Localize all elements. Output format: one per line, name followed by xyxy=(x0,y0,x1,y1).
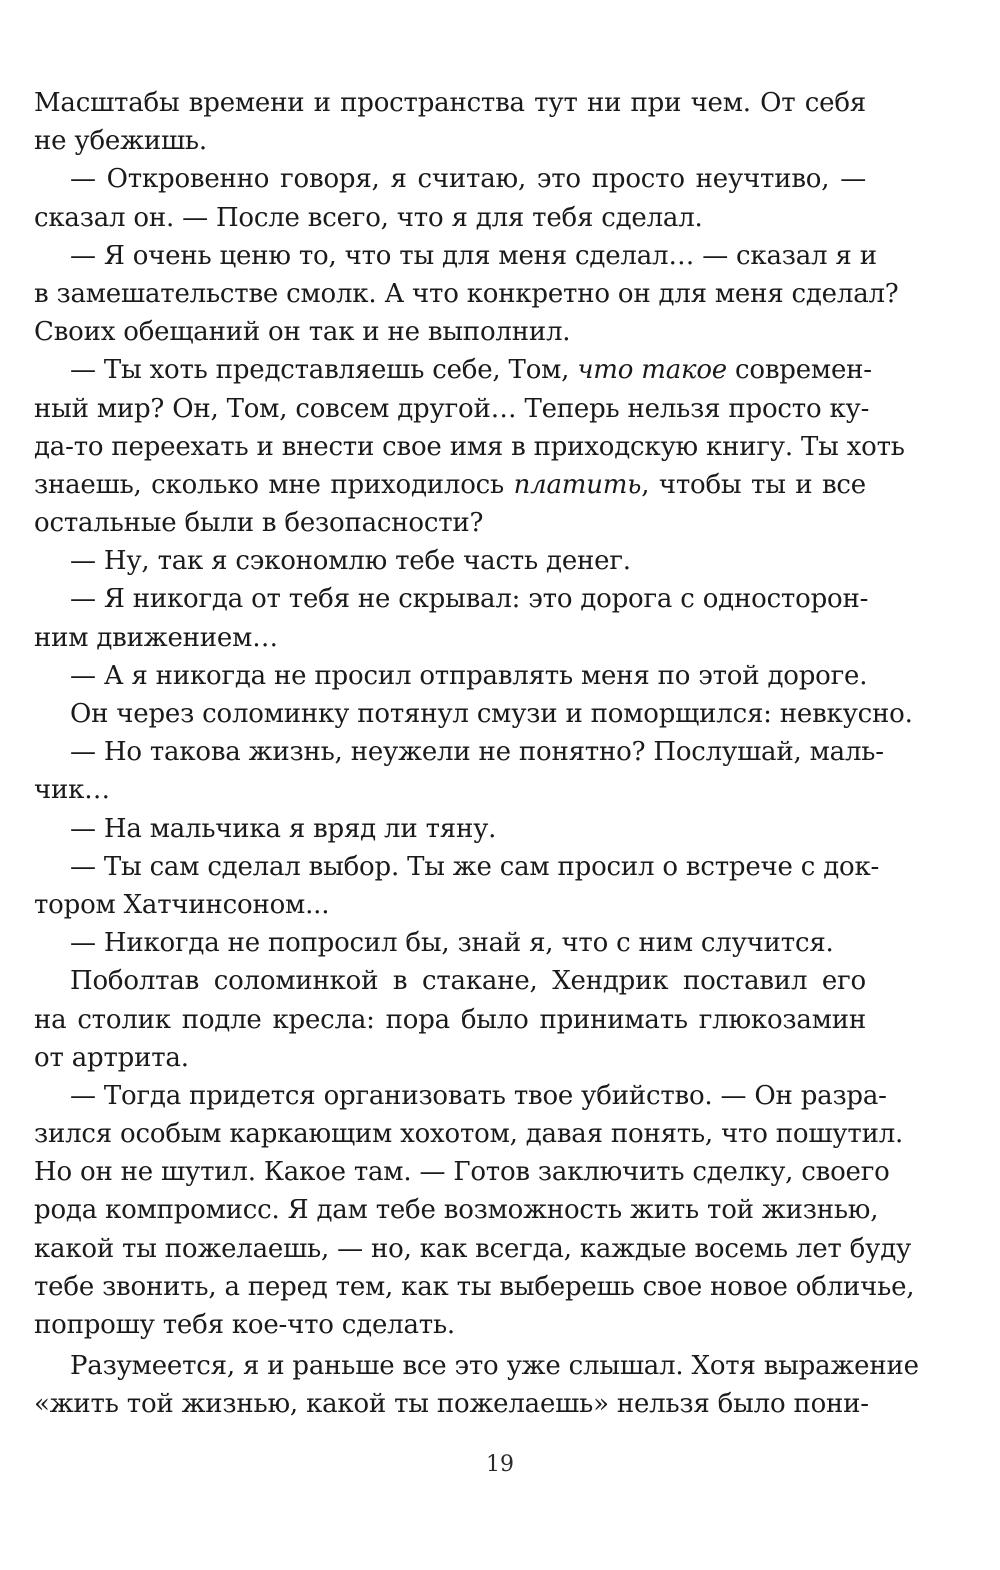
text-line: от артрита. xyxy=(34,1042,189,1073)
text-line: рода компромисс. Я дам тебе возможность жить той жизнью, xyxy=(34,1195,879,1226)
text-line: — Ты сам сделал выбор. Ты же сам просил о встрече с док- xyxy=(70,851,880,882)
text-line: сказал он. — После всего, что я для тебя сделал. xyxy=(34,202,703,233)
text-line: Но он не шутил. Какое там. — Готов заключить сделку, своего xyxy=(34,1157,890,1188)
body-text xyxy=(34,84,919,1424)
text-line: ним движением… xyxy=(34,622,278,653)
text-line: чик… xyxy=(34,775,110,806)
text-line: зился особым каркающим хохотом, давая понять, что пошутил. xyxy=(34,1119,904,1150)
text-line: — Никогда не попросил бы, знай я, что с ним случится. xyxy=(70,928,834,959)
text-line: Своих обещаний он так и не выполнил. xyxy=(34,317,571,348)
text-line: в замешательстве смолк. А что конкретно он для меня сделал? xyxy=(34,278,899,309)
text-line: — А я никогда не просил отправлять меня по этой дороге. xyxy=(70,660,868,691)
text-line: Разумеется, я и раньше все это уже слышал. Хотя выражение xyxy=(70,1351,919,1382)
text-line: не убежишь. xyxy=(34,126,207,157)
text-line: — Откровенно говоря, я считаю, это просто неучтиво, — xyxy=(70,164,866,195)
text-line-emphasis: знаешь, сколько мне приходилось платить, чтобы ты и все xyxy=(34,469,866,500)
italic-emphasis: платить xyxy=(513,469,642,500)
text-line: — На мальчика я вряд ли тяну. xyxy=(70,813,497,844)
text-line: ный мир? Он, Том, совсем другой… Теперь нельзя просто ку- xyxy=(34,393,870,424)
text-line: — Тогда придется организовать твое убийство. — Он разра- xyxy=(70,1080,887,1111)
text-line: — Но такова жизнь, неужели не понятно? Послушай, маль- xyxy=(70,737,884,768)
text-line: — Я очень ценю то, что ты для меня сделал… — сказал я и xyxy=(70,240,877,271)
text-line: да-то переехать и внести свое имя в приходскую книгу. Ты хоть xyxy=(34,431,905,462)
text-line: «жить той жизнью, какой ты пожелаешь» нельзя было пони- xyxy=(34,1389,869,1420)
text-line: тебе звонить, а перед тем, как ты выберешь свое новое обличье, xyxy=(34,1271,915,1302)
text-line: тором Хатчинсоном... xyxy=(34,889,330,920)
page-number: 19 xyxy=(486,1452,514,1477)
text-line: — Я никогда от тебя не скрывал: это дорога с односторон- xyxy=(70,584,869,615)
text-line: остальные были в безопасности? xyxy=(34,508,484,539)
text-line-emphasis: — Ты хоть представляешь себе, Том, что такое современ- xyxy=(70,355,872,386)
text-line: Он через соломинку потянул смузи и поморщился: невкусно. xyxy=(70,699,913,729)
text-line: попрошу тебя кое-что сделать. xyxy=(34,1310,455,1340)
italic-emphasis: что такое xyxy=(577,355,727,386)
text-line: какой ты пожелаешь, — но, как всегда, каждые восемь лет буду xyxy=(34,1233,912,1264)
text-line: на столик подле кресла: пора было принимать глюкозамин xyxy=(34,1004,866,1035)
text-line: Масштабы времени и пространства тут ни при чем. От себя xyxy=(34,88,866,118)
text-line: — Ну, так я сэкономлю тебе часть денег. xyxy=(70,546,631,577)
text-line: Поболтав соломинкой в стакане, Хендрик поставил его xyxy=(70,966,866,997)
